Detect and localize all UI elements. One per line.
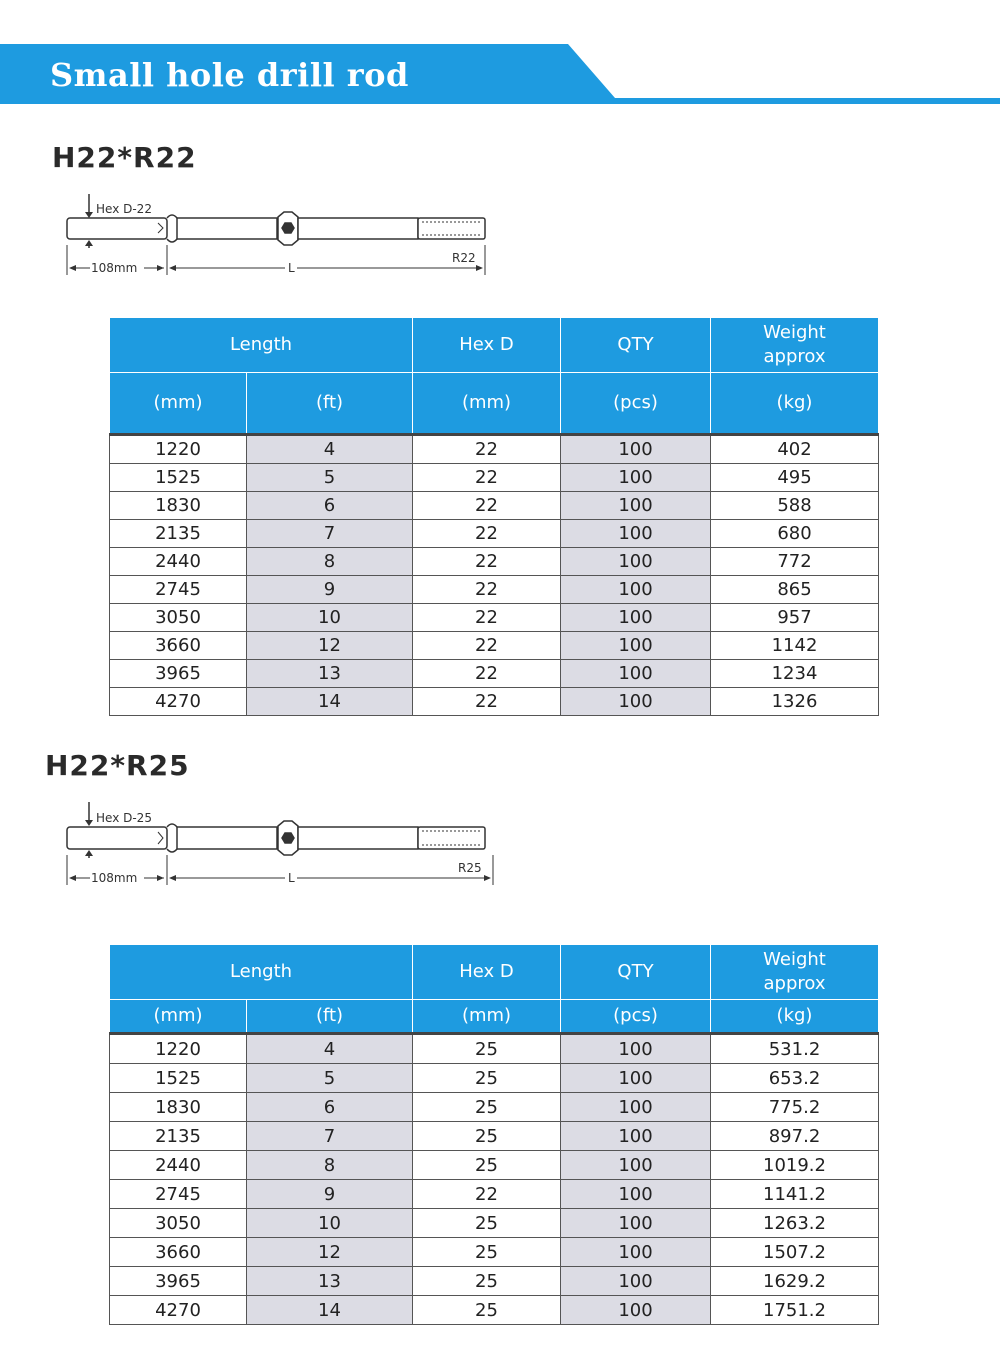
drill-rod-diagram-r25 — [60, 800, 500, 890]
cell-qty: 100 — [561, 520, 711, 548]
cell-hex-d: 25 — [413, 1093, 561, 1122]
header-qty: QTY — [561, 318, 711, 373]
cell-hex-d: 22 — [413, 464, 561, 492]
header-weight-line2: approx — [763, 346, 826, 367]
cell-weight: 1263.2 — [711, 1209, 879, 1238]
header-weight-line2: approx — [763, 973, 826, 994]
header-weight-line1: Weight — [763, 322, 826, 343]
cell-weight: 531.2 — [711, 1034, 879, 1064]
cell-hex-d: 22 — [413, 576, 561, 604]
header-length: Length — [110, 945, 413, 1000]
cell-hex-d: 22 — [413, 632, 561, 660]
cell-qty: 100 — [561, 1034, 711, 1064]
cell-hex-d: 22 — [413, 520, 561, 548]
cell-hex-d: 22 — [413, 604, 561, 632]
table-row — [110, 1180, 879, 1209]
cell-hex-d: 25 — [413, 1296, 561, 1325]
cell-length-mm: 2440 — [110, 1151, 247, 1180]
table-row — [110, 1209, 879, 1238]
table-row — [110, 548, 879, 576]
table-row — [110, 632, 879, 660]
cell-qty: 100 — [561, 464, 711, 492]
cell-hex-d: 25 — [413, 1034, 561, 1064]
table-row — [110, 1296, 879, 1325]
cell-length-ft: 6 — [247, 1093, 413, 1122]
cell-hex-d: 22 — [413, 1180, 561, 1209]
unit-kg: (kg) — [711, 373, 879, 435]
cell-hex-d: 25 — [413, 1122, 561, 1151]
cell-length-mm: 1220 — [110, 1034, 247, 1064]
cell-qty: 100 — [561, 1064, 711, 1093]
cell-qty: 100 — [561, 435, 711, 464]
cell-hex-d: 22 — [413, 688, 561, 716]
cell-length-mm: 2135 — [110, 520, 247, 548]
unit-mm: (mm) — [110, 1000, 247, 1034]
hex-label: Hex D-25 — [96, 811, 152, 825]
header-weight — [711, 318, 879, 373]
cell-length-mm: 3660 — [110, 632, 247, 660]
cell-weight: 1142 — [711, 632, 879, 660]
cell-length-mm: 3050 — [110, 1209, 247, 1238]
table-row — [110, 576, 879, 604]
cell-length-mm: 2745 — [110, 1180, 247, 1209]
spec-table-h22-r25 — [109, 944, 879, 1325]
cell-qty: 100 — [561, 1209, 711, 1238]
cell-qty: 100 — [561, 660, 711, 688]
hex-label: Hex D-22 — [96, 202, 152, 216]
header-weight — [711, 945, 879, 1000]
shank-length-label: 108mm — [91, 261, 138, 275]
page-title: Small hole drill rod — [50, 56, 409, 94]
header-hex-d: Hex D — [413, 945, 561, 1000]
cell-weight: 1629.2 — [711, 1267, 879, 1296]
cell-length-mm: 4270 — [110, 1296, 247, 1325]
cell-length-ft: 14 — [247, 1296, 413, 1325]
cell-length-mm: 3965 — [110, 1267, 247, 1296]
cell-qty: 100 — [561, 1267, 711, 1296]
table-row — [110, 435, 879, 464]
cell-weight: 1234 — [711, 660, 879, 688]
cell-length-mm: 1830 — [110, 1093, 247, 1122]
cell-length-ft: 10 — [247, 1209, 413, 1238]
unit-ft: (ft) — [247, 1000, 413, 1034]
cell-weight: 495 — [711, 464, 879, 492]
section-title-h22-r25: H22*R25 — [45, 749, 190, 782]
cell-hex-d: 25 — [413, 1267, 561, 1296]
cell-hex-d: 22 — [413, 435, 561, 464]
thread-label: R25 — [458, 861, 482, 875]
header-qty: QTY — [561, 945, 711, 1000]
cell-length-ft: 6 — [247, 492, 413, 520]
table-row — [110, 1267, 879, 1296]
cell-hex-d: 25 — [413, 1209, 561, 1238]
table-row — [110, 492, 879, 520]
cell-length-mm: 2440 — [110, 548, 247, 576]
cell-length-ft: 5 — [247, 1064, 413, 1093]
header-weight-line1: Weight — [763, 949, 826, 970]
cell-qty: 100 — [561, 492, 711, 520]
cell-weight: 588 — [711, 492, 879, 520]
cell-length-mm: 2745 — [110, 576, 247, 604]
cell-length-ft: 4 — [247, 1034, 413, 1064]
cell-length-mm: 1220 — [110, 435, 247, 464]
unit-ft: (ft) — [247, 373, 413, 435]
cell-length-ft: 14 — [247, 688, 413, 716]
cell-length-ft: 7 — [247, 1122, 413, 1151]
unit-kg: (kg) — [711, 1000, 879, 1034]
cell-qty: 100 — [561, 576, 711, 604]
cell-length-mm: 3965 — [110, 660, 247, 688]
cell-length-mm: 3660 — [110, 1238, 247, 1267]
cell-hex-d: 25 — [413, 1064, 561, 1093]
cell-weight: 865 — [711, 576, 879, 604]
cell-length-mm: 2135 — [110, 1122, 247, 1151]
unit-pcs: (pcs) — [561, 1000, 711, 1034]
unit-pcs: (pcs) — [561, 373, 711, 435]
cell-length-mm: 3050 — [110, 604, 247, 632]
cell-weight: 957 — [711, 604, 879, 632]
cell-length-ft: 12 — [247, 632, 413, 660]
cell-length-mm: 1525 — [110, 464, 247, 492]
cell-qty: 100 — [561, 548, 711, 576]
cell-weight: 1141.2 — [711, 1180, 879, 1209]
cell-hex-d: 22 — [413, 660, 561, 688]
cell-qty: 100 — [561, 604, 711, 632]
cell-length-mm: 1525 — [110, 1064, 247, 1093]
cell-qty: 100 — [561, 632, 711, 660]
header-hex-d: Hex D — [413, 318, 561, 373]
table-row — [110, 1034, 879, 1064]
thread-label: R22 — [452, 251, 476, 265]
table-row — [110, 1122, 879, 1151]
spec-table-h22-r22 — [109, 317, 879, 716]
cell-qty: 100 — [561, 688, 711, 716]
table-row — [110, 1093, 879, 1122]
cell-weight: 1326 — [711, 688, 879, 716]
cell-hex-d: 22 — [413, 548, 561, 576]
cell-weight: 1507.2 — [711, 1238, 879, 1267]
unit-mm: (mm) — [110, 373, 247, 435]
cell-qty: 100 — [561, 1122, 711, 1151]
cell-length-ft: 9 — [247, 576, 413, 604]
cell-length-ft: 13 — [247, 660, 413, 688]
cell-length-ft: 8 — [247, 1151, 413, 1180]
unit-hex-mm: (mm) — [413, 373, 561, 435]
cell-weight: 653.2 — [711, 1064, 879, 1093]
cell-qty: 100 — [561, 1151, 711, 1180]
cell-qty: 100 — [561, 1238, 711, 1267]
cell-length-ft: 12 — [247, 1238, 413, 1267]
length-label: L — [288, 261, 295, 275]
cell-weight: 775.2 — [711, 1093, 879, 1122]
table-row — [110, 1151, 879, 1180]
cell-length-ft: 10 — [247, 604, 413, 632]
cell-length-mm: 4270 — [110, 688, 247, 716]
cell-hex-d: 22 — [413, 492, 561, 520]
cell-length-ft: 5 — [247, 464, 413, 492]
cell-qty: 100 — [561, 1180, 711, 1209]
cell-weight: 1751.2 — [711, 1296, 879, 1325]
cell-weight: 772 — [711, 548, 879, 576]
unit-hex-mm: (mm) — [413, 1000, 561, 1034]
header-length: Length — [110, 318, 413, 373]
cell-hex-d: 25 — [413, 1238, 561, 1267]
cell-hex-d: 25 — [413, 1151, 561, 1180]
cell-length-ft: 9 — [247, 1180, 413, 1209]
table-row — [110, 520, 879, 548]
cell-weight: 1019.2 — [711, 1151, 879, 1180]
cell-length-mm: 1830 — [110, 492, 247, 520]
table-row — [110, 1064, 879, 1093]
drill-rod-diagram-r22 — [60, 190, 500, 280]
table-row — [110, 688, 879, 716]
section-title-h22-r22: H22*R22 — [52, 141, 197, 174]
table-row — [110, 604, 879, 632]
table-row — [110, 1238, 879, 1267]
cell-weight: 897.2 — [711, 1122, 879, 1151]
table-row — [110, 660, 879, 688]
cell-length-ft: 13 — [247, 1267, 413, 1296]
cell-length-ft: 8 — [247, 548, 413, 576]
cell-weight: 680 — [711, 520, 879, 548]
cell-qty: 100 — [561, 1296, 711, 1325]
shank-length-label: 108mm — [91, 871, 138, 885]
cell-length-ft: 4 — [247, 435, 413, 464]
cell-weight: 402 — [711, 435, 879, 464]
cell-length-ft: 7 — [247, 520, 413, 548]
cell-qty: 100 — [561, 1093, 711, 1122]
table-row — [110, 464, 879, 492]
length-label: L — [288, 871, 295, 885]
